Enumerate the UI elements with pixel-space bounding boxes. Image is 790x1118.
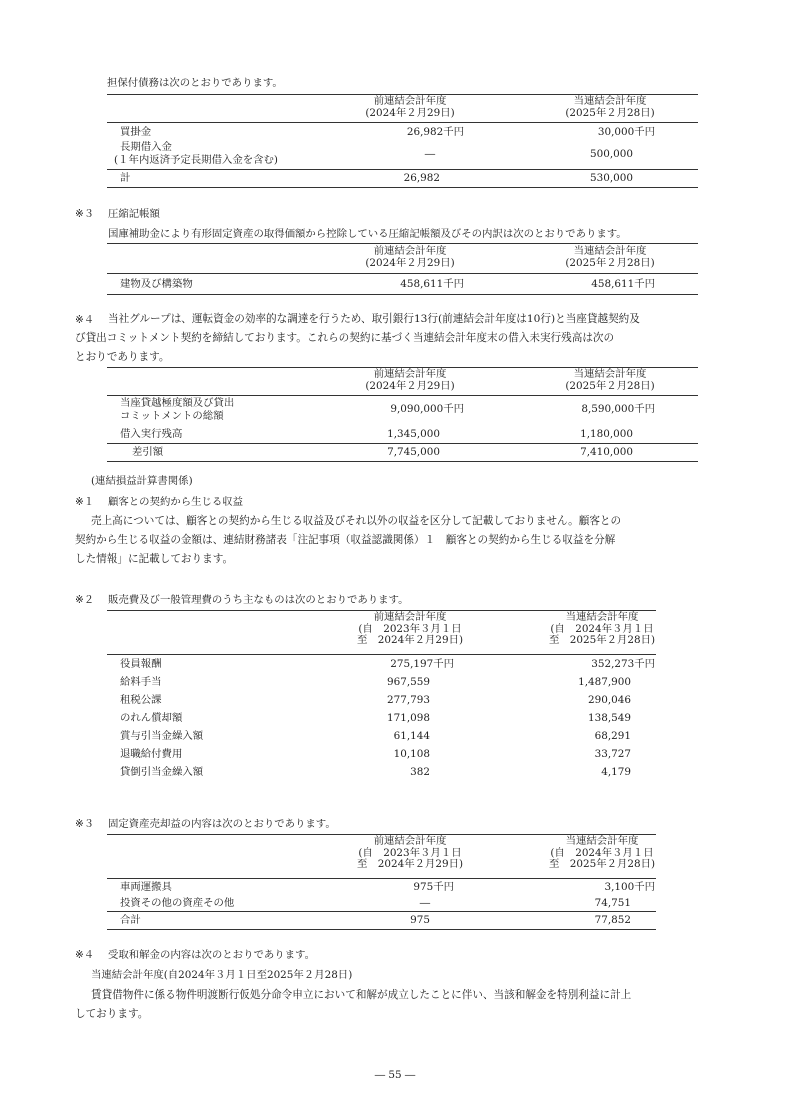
table-cell-prev: 9,090,000千円: [390, 403, 464, 415]
table-cell-label: 車両運搬具: [120, 881, 172, 893]
table-rule: [107, 911, 656, 912]
col-header-curr: 当連結会計年度 (自 2024年３月１日 至 2025年２月28日): [548, 835, 656, 870]
note-text-line: とおりであります。: [75, 351, 170, 363]
note-text-line: 契約から生じる収益の金額は、連結財務諸表「注記事項（収益認識関係）１ 顧客との契約から生じる収益を分解: [75, 534, 616, 546]
note-title: 販売費及び一般管理費のうち主なものは次のとおりであります。: [108, 594, 409, 606]
page-number: ― 55 ―: [374, 1069, 416, 1081]
table-cell-prev: 458,611千円: [400, 278, 464, 290]
table-cell-label: 長期借入金: [120, 141, 172, 153]
table-cell-label: 借入実行残高: [120, 428, 183, 440]
table-rule: [107, 654, 656, 655]
table-cell-prev: 10,108: [393, 748, 430, 760]
table-cell-prev: 171,098: [387, 712, 430, 724]
table-cell-label: 賞与引当金繰入額: [120, 730, 204, 742]
table-cell-label-sub: (１年内返済予定長期借入金を含む): [114, 154, 278, 166]
note-marker: ※４: [75, 949, 95, 961]
table-cell-curr: 4,179: [601, 766, 631, 778]
table-cell-label: 当座貸越極度額及び貸出: [120, 397, 235, 409]
table-rule: [107, 187, 698, 188]
table-cell-prev: ―: [419, 897, 431, 909]
note-marker: ※４: [75, 314, 95, 326]
note-text-line: 賃貸借物件に係る物件明渡断行仮処分命令申立において和解が成立したことに伴い、当該和解金を特別利益に計上: [91, 989, 632, 1001]
table-rule: [107, 395, 698, 396]
note-title: 圧縮記帳額: [108, 208, 160, 220]
table-cell-curr: 458,611千円: [591, 278, 655, 290]
col-header-prev: 前連結会計年度 (2024年２月29日): [365, 368, 455, 392]
table-cell-label: 計: [120, 172, 131, 184]
note-text-line: 当社グループは、運転資金の効率的な調達を行うため、取引銀行13行(前連結会計年度は10行)と当座貸越契約及: [108, 313, 640, 325]
table-cell-prev: 975千円: [413, 881, 454, 893]
note-title: 顧客との契約から生じる収益: [108, 496, 244, 508]
table-cell-curr: 7,410,000: [580, 446, 633, 458]
note-marker: ※３: [75, 818, 95, 830]
table-rule: [107, 273, 698, 274]
table-cell-prev: 1,345,000: [387, 428, 440, 440]
table-cell-curr: 1,487,900: [578, 676, 631, 688]
table-cell-curr: 352,273千円: [591, 658, 655, 670]
table-cell-prev: 382: [410, 766, 430, 778]
note-marker: ※１: [75, 496, 95, 508]
table-cell-prev: 275,197千円: [390, 658, 454, 670]
note-text-line: び貸出コミットメント契約を締結しております。これらの契約に基づく当連結会計年度末の借入未実行残高は次の: [75, 332, 615, 344]
note-text-line: 売上高については、顧客との契約から生じる収益及びそれ以外の収益を区分して記載しておりません。顧客との: [91, 515, 622, 527]
table-cell-curr: 1,180,000: [580, 428, 633, 440]
table-cell-label: 給料手当: [120, 676, 162, 688]
table-cell-prev: 967,559: [387, 676, 430, 688]
secured-title: 担保付債務は次のとおりであります。: [107, 77, 283, 89]
table-cell-label: 建物及び構築物: [120, 278, 193, 290]
table-cell-prev: 277,793: [387, 694, 430, 706]
table-cell-curr: 77,852: [594, 914, 631, 926]
table-rule: [107, 122, 698, 123]
col-header-curr: 当連結会計年度 (2025年２月28日): [565, 245, 655, 269]
table-cell-curr: 30,000千円: [597, 126, 655, 138]
col-header-prev: 前連結会計年度 (自 2023年３月１日 至 2024年２月29日): [356, 835, 464, 870]
table-cell-prev: 26,982: [403, 172, 440, 184]
note-text-line: した情報」に記載しております。: [75, 553, 234, 565]
note-marker: ※３: [75, 208, 95, 220]
table-cell-prev: 61,144: [393, 730, 430, 742]
table-rule: [107, 878, 656, 879]
table-rule: [107, 443, 698, 444]
note-text: 国庫補助金により有形固定資産の取得価額から控除している圧縮記帳額及びその内訳は次のとおりであります。: [108, 228, 627, 240]
note-marker: ※２: [75, 594, 95, 606]
table-cell-curr: 33,727: [594, 748, 631, 760]
table-cell-label-sub: コミットメントの総額: [120, 410, 224, 422]
note-text-line: しております。: [75, 1008, 149, 1020]
table-cell-prev: ―: [424, 148, 436, 160]
table-cell-prev: 26,982千円: [406, 126, 464, 138]
table-cell-prev: 975: [410, 914, 430, 926]
table-cell-curr: 68,291: [594, 730, 631, 742]
col-header-curr: 当連結会計年度 (2025年２月28日): [565, 95, 655, 119]
col-header-prev: 前連結会計年度 (自 2023年３月１日 至 2024年２月29日): [356, 611, 464, 646]
table-cell-label: 買掛金: [120, 126, 152, 138]
table-cell-label: 貸倒引当金繰入額: [120, 766, 204, 778]
table-cell-label: 租税公課: [120, 694, 162, 706]
table-cell-label: 差引額: [132, 446, 164, 458]
table-rule: [107, 461, 698, 462]
table-rule: [107, 169, 698, 170]
col-header-curr: 当連結会計年度 (2025年２月28日): [565, 368, 655, 392]
table-cell-label: 合計: [120, 914, 141, 926]
table-cell-prev: 7,745,000: [387, 446, 440, 458]
table-rule: [107, 294, 698, 295]
table-rule: [107, 243, 698, 244]
section-heading: (連結損益計算書関係): [91, 475, 193, 487]
table-rule: [107, 929, 656, 930]
col-header-prev: 前連結会計年度 (2024年２月29日): [365, 95, 455, 119]
table-cell-label: 投資その他の資産その他: [120, 897, 235, 909]
col-header-curr: 当連結会計年度 (自 2024年３月１日 至 2025年２月28日): [548, 611, 656, 646]
col-header-prev: 前連結会計年度 (2024年２月29日): [365, 245, 455, 269]
table-cell-label: 退職給付費用: [120, 748, 183, 760]
table-cell-curr: 290,046: [588, 694, 631, 706]
table-cell-label: 役員報酬: [120, 658, 162, 670]
table-cell-curr: 530,000: [590, 172, 633, 184]
table-cell-label: のれん償却額: [120, 712, 183, 724]
table-cell-curr: 3,100千円: [604, 881, 655, 893]
table-cell-curr: 8,590,000千円: [581, 403, 655, 415]
table-cell-curr: 74,751: [594, 897, 631, 909]
note-title: 受取和解金の内容は次のとおりであります。: [108, 949, 315, 961]
table-cell-curr: 500,000: [590, 148, 633, 160]
table-cell-curr: 138,549: [588, 712, 631, 724]
note-period: 当連結会計年度(自2024年３月１日至2025年２月28日): [91, 969, 353, 981]
note-title: 固定資産売却益の内容は次のとおりであります。: [108, 818, 336, 830]
